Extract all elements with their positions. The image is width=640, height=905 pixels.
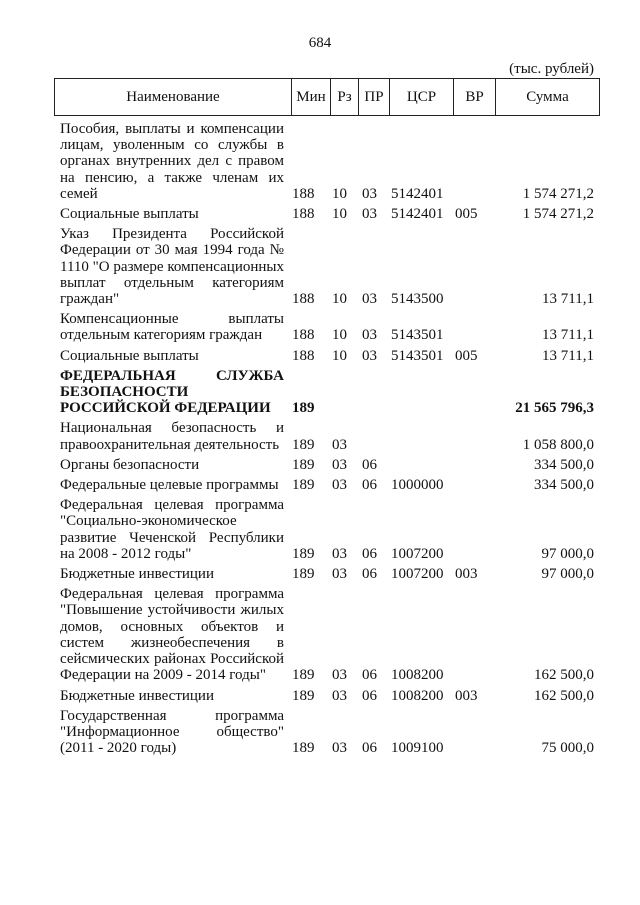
cell-rz: 03 <box>332 687 347 704</box>
cell-pr: 06 <box>362 566 377 583</box>
cell-sum: 1 574 271,2 <box>522 206 594 223</box>
cell-min: 188 <box>292 291 315 308</box>
cell-min: 189 <box>292 566 315 583</box>
cell-csr: 1008200 <box>391 667 444 684</box>
cell-pr: 06 <box>362 545 377 562</box>
cell-pr: 06 <box>362 477 377 494</box>
table-row <box>54 457 600 473</box>
header-min: Мин <box>292 79 331 115</box>
cell-name: Бюджетные инвестиции <box>60 687 214 704</box>
page-number: 684 <box>308 35 332 51</box>
cell-rz: 03 <box>332 477 347 494</box>
cell-sum: 97 000,0 <box>541 545 594 562</box>
cell-min: 189 <box>292 667 315 684</box>
cell-csr: 5142401 <box>391 206 444 223</box>
cell-min: 188 <box>292 185 315 202</box>
cell-rz: 03 <box>332 545 347 562</box>
cell-min: 189 <box>292 477 315 494</box>
cell-csr: 5142401 <box>391 185 444 202</box>
cell-sum: 1 058 800,0 <box>522 436 594 453</box>
cell-sum: 1 574 271,2 <box>522 185 594 202</box>
table-row <box>54 226 600 307</box>
cell-min: 189 <box>292 436 315 453</box>
cell-rz: 03 <box>332 566 347 583</box>
cell-rz: 03 <box>332 667 347 684</box>
cell-pr: 03 <box>362 291 377 308</box>
cell-sum: 13 711,1 <box>542 291 594 308</box>
cell-name: ФЕДЕРАЛЬНАЯ СЛУЖБА БЕЗОПАСНОСТИ РОССИЙСКОЙ ФЕДЕРАЦИИ <box>60 367 284 417</box>
cell-vr: 005 <box>455 347 478 364</box>
cell-pr: 03 <box>362 185 377 202</box>
cell-sum: 13 711,1 <box>542 327 594 344</box>
cell-csr: 5143501 <box>391 327 444 344</box>
cell-name: Социальные выплаты <box>60 206 199 223</box>
cell-csr: 5143500 <box>391 291 444 308</box>
cell-sum: 13 711,1 <box>542 347 594 364</box>
cell-sum: 97 000,0 <box>541 566 594 583</box>
cell-min: 189 <box>292 740 315 757</box>
cell-pr: 03 <box>362 206 377 223</box>
table-row <box>54 708 600 757</box>
cell-name: Федеральные целевые программы <box>60 477 279 494</box>
table-row <box>54 497 600 562</box>
cell-rz: 03 <box>332 436 347 453</box>
header-vr: ВР <box>454 79 496 115</box>
table-header <box>54 78 600 116</box>
cell-rz: 10 <box>332 206 347 223</box>
cell-csr: 1008200 <box>391 687 444 704</box>
cell-min: 189 <box>292 400 315 417</box>
cell-rz: 03 <box>332 456 347 473</box>
table-row <box>54 420 600 452</box>
budget-table-body <box>54 121 600 760</box>
cell-rz: 10 <box>332 291 347 308</box>
header-csr: ЦСР <box>390 79 454 115</box>
cell-sum: 162 500,0 <box>534 687 594 704</box>
cell-vr: 003 <box>455 687 478 704</box>
cell-sum: 334 500,0 <box>534 477 594 494</box>
cell-pr: 06 <box>362 456 377 473</box>
cell-pr: 06 <box>362 667 377 684</box>
header-rz: Рз <box>331 79 359 115</box>
cell-vr: 003 <box>455 566 478 583</box>
cell-name: Пособия, выплаты и компенсации лицам, уволенным со службы в органах внутренних дел с правом на пенсию, а также членам их семей <box>60 121 284 202</box>
cell-rz: 10 <box>332 185 347 202</box>
table-row <box>54 121 600 202</box>
cell-rz: 10 <box>332 327 347 344</box>
units-label: (тыс. рублей) <box>509 61 594 77</box>
cell-pr: 06 <box>362 687 377 704</box>
cell-name: Указ Президента Российской Федерации от 30 мая 1994 года № 1110 "О размере компенсационных выплат отдельным категориям граждан" <box>60 226 284 308</box>
cell-min: 189 <box>292 687 315 704</box>
table-row <box>54 206 600 222</box>
header-sum: Сумма <box>526 88 569 105</box>
table-row <box>54 586 600 683</box>
cell-min: 188 <box>292 327 315 344</box>
cell-csr: 5143501 <box>391 347 444 364</box>
cell-pr: 03 <box>362 347 377 364</box>
table-row <box>54 311 600 343</box>
cell-csr: 1007200 <box>391 545 444 562</box>
cell-sum: 334 500,0 <box>534 456 594 473</box>
cell-sum: 162 500,0 <box>534 667 594 684</box>
cell-vr: 005 <box>455 206 478 223</box>
cell-name: Бюджетные инвестиции <box>60 566 214 583</box>
cell-name: Компенсационные выплаты отдельным категориям граждан <box>60 311 284 344</box>
table-row <box>54 477 600 493</box>
cell-csr: 1009100 <box>391 740 444 757</box>
cell-sum: 75 000,0 <box>541 740 594 757</box>
cell-pr: 06 <box>362 740 377 757</box>
cell-csr: 1007200 <box>391 566 444 583</box>
cell-rz: 10 <box>332 347 347 364</box>
cell-name: Национальная безопасность и правоохранительная деятельность <box>60 420 284 453</box>
cell-name: Федеральная целевая программа "Социально-экономическое развитие Чеченской Республики на 2008 - 2012 годы" <box>60 497 284 562</box>
cell-sum: 21 565 796,3 <box>515 400 594 417</box>
table-row <box>54 368 600 417</box>
cell-pr: 03 <box>362 327 377 344</box>
cell-min: 188 <box>292 347 315 364</box>
cell-name: Государственная программа "Информационное общество" (2011 - 2020 годы) <box>60 707 284 757</box>
cell-min: 189 <box>292 456 315 473</box>
cell-name: Федеральная целевая программа "Повышение устойчивости жилых домов, основных объектов и систем жизнеобеспечения в сейсмических районах Российской Федерации на 2009 - 2014 годы" <box>60 586 284 684</box>
cell-name: Органы безопасности <box>60 456 200 473</box>
cell-min: 189 <box>292 545 315 562</box>
cell-rz: 03 <box>332 740 347 757</box>
cell-min: 188 <box>292 206 315 223</box>
cell-name: Социальные выплаты <box>60 347 199 364</box>
table-row <box>54 688 600 704</box>
header-pr: ПР <box>359 79 390 115</box>
table-row <box>54 566 600 582</box>
cell-csr: 1000000 <box>391 477 444 494</box>
table-row <box>54 348 600 364</box>
header-name: Наименование <box>55 79 292 115</box>
